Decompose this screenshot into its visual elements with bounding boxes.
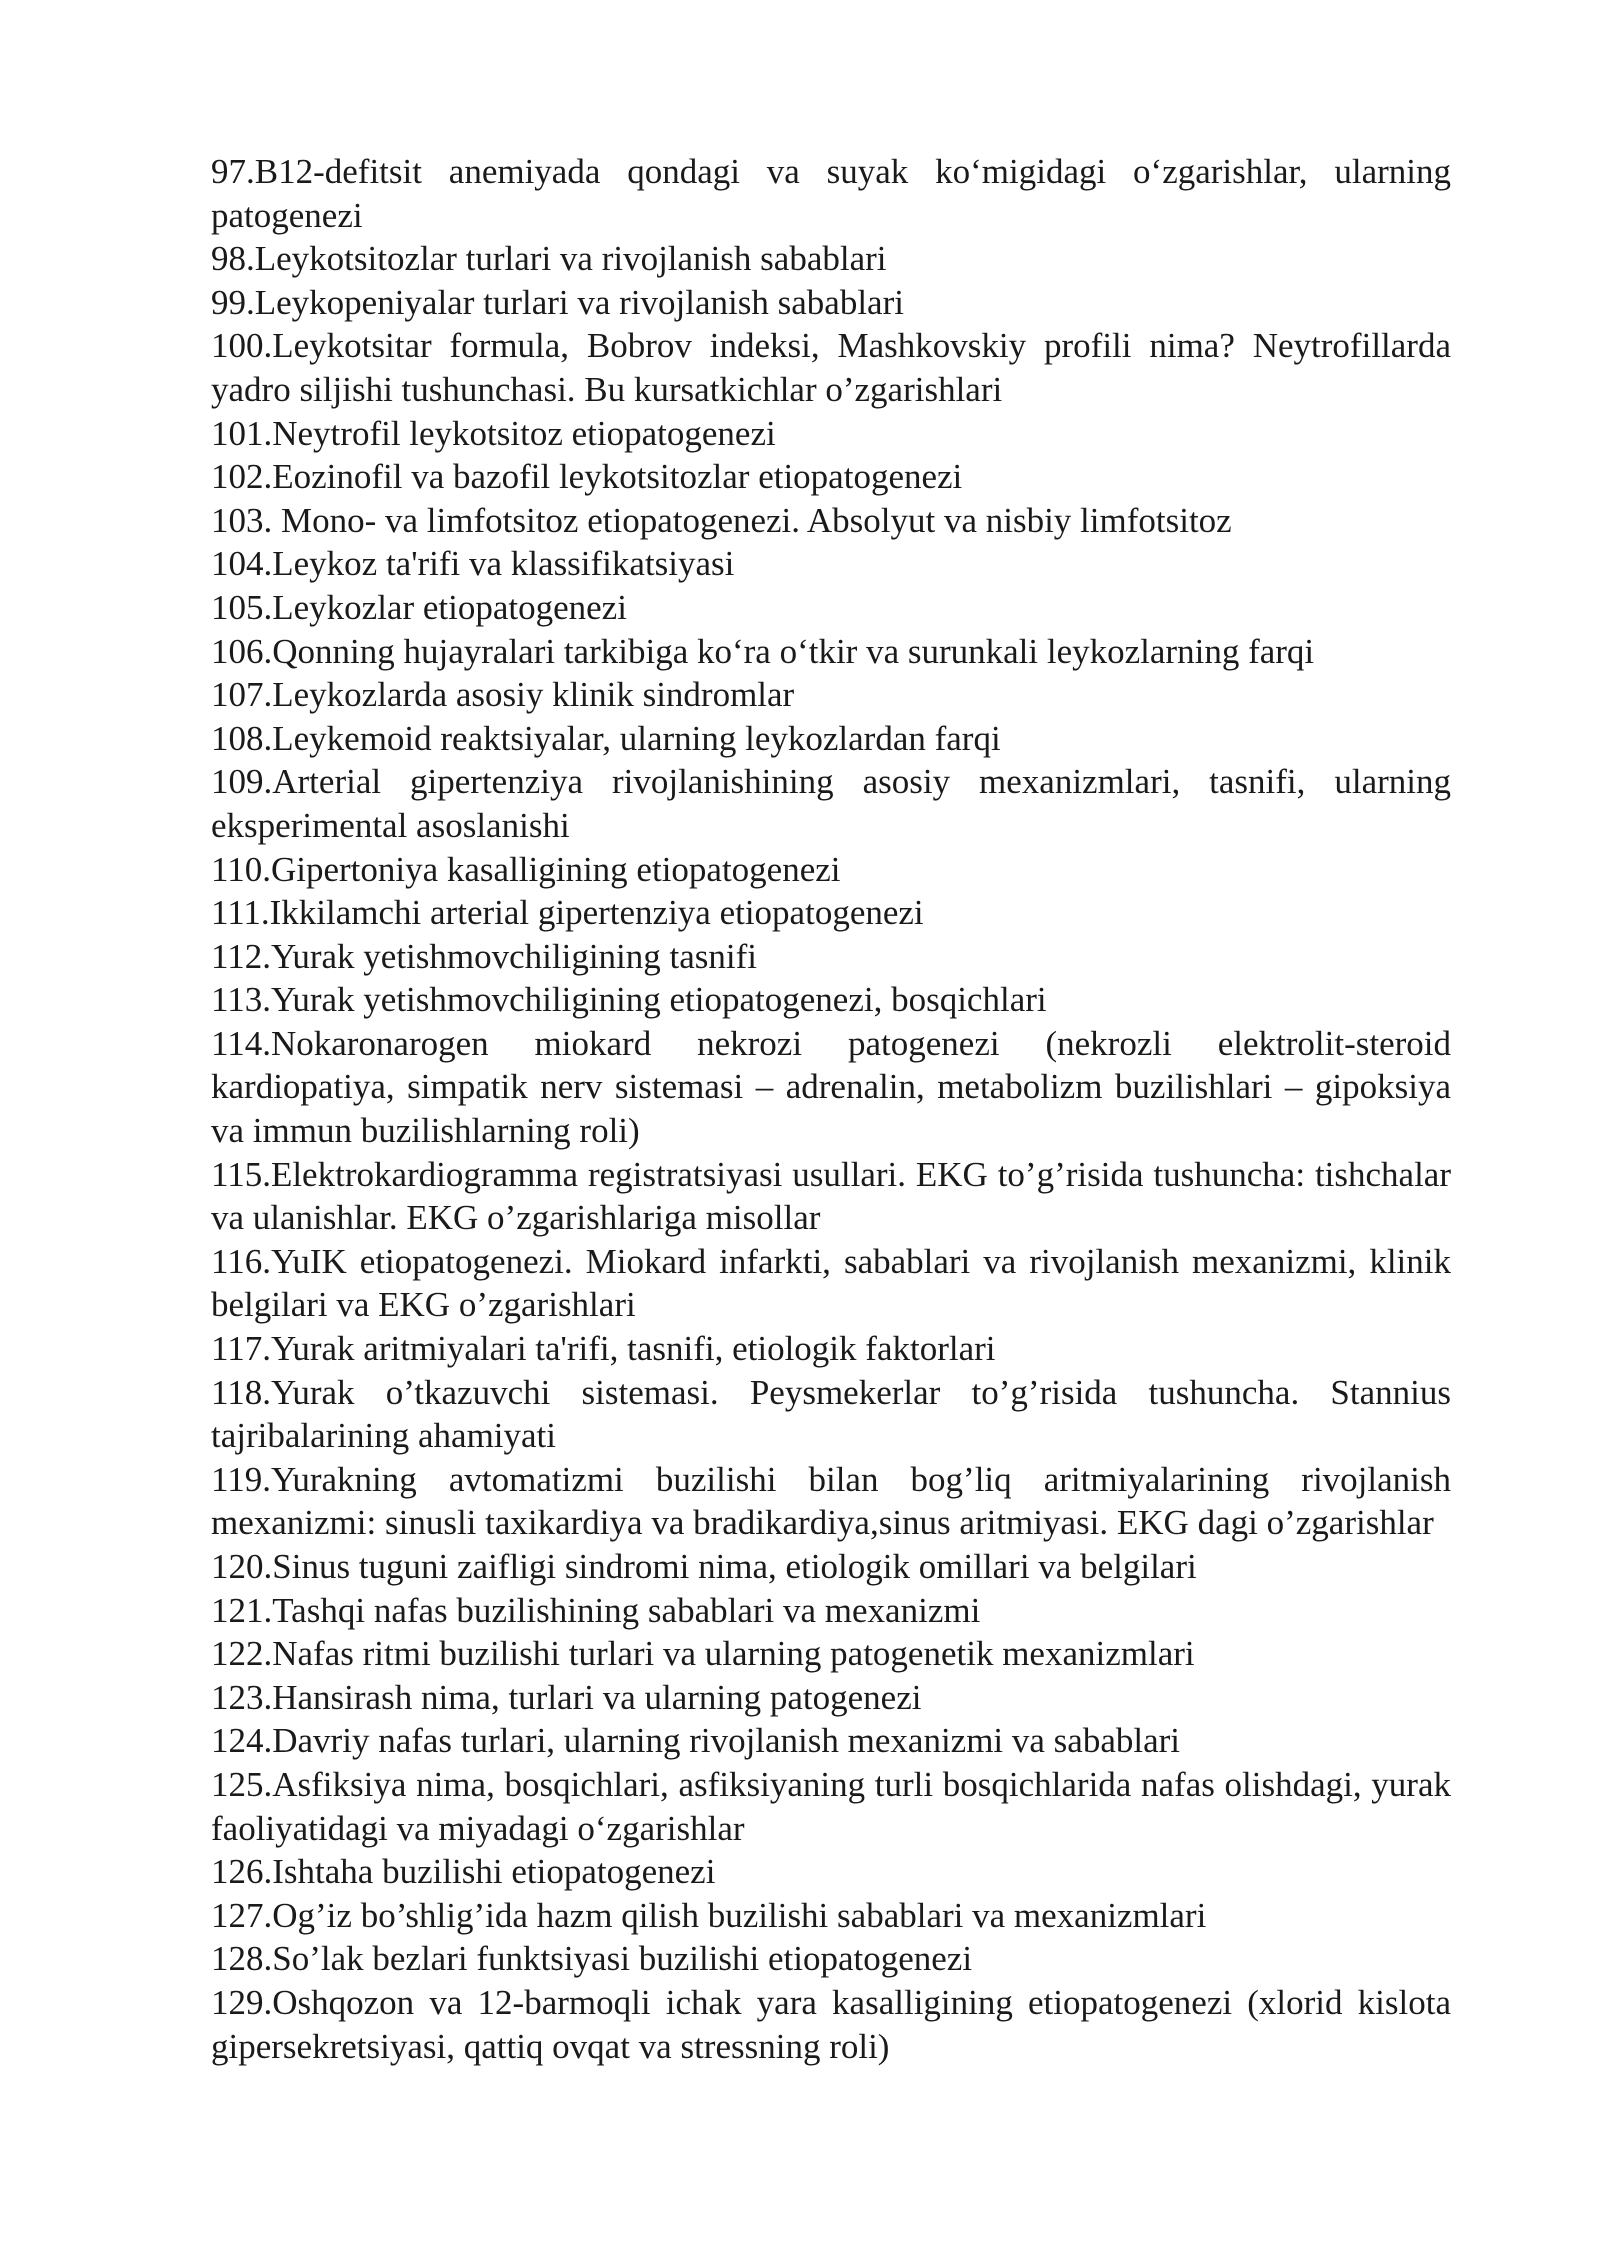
question-127: 127.Og’iz bo’shlig’ida hazm qilish buzilishi sabablari va mexanizmlari bbox=[211, 1895, 1207, 1935]
question-106: 106.Qonning hujayralari tarkibiga ko‘ra o‘tkir va surunkali leykozlarning farqi bbox=[211, 631, 1315, 671]
question-116: 116.YuIK etiopatogenezi. Miokard infarkti, sabablari va rivojlanish mexanizmi, klinik belgilari va EKG o’zgarishlari bbox=[211, 1241, 1451, 1325]
question-102: 102.Eozinofil va bazofil leykotsitozlar etiopatogenezi bbox=[211, 457, 963, 497]
question-114: 114.Nokaronarogen miokard nekrozi patogenezi (nekrozli elektrolit-steroid kardiopatiya, simpatik nerv sistemasi – adrenalin, metabolizm buzilishlari – gipoksiya va immun buzilishlarning roli) bbox=[211, 1023, 1451, 1151]
question-109: 109.Arterial gipertenziya rivojlanishining asosiy mexanizmlari, tasnifi, ularning eksperimental asoslanishi bbox=[211, 762, 1451, 845]
question-103: 103. Mono- va limfotsitoz etiopatogenezi. Absolyut va nisbiy limfotsitoz bbox=[211, 500, 1232, 540]
question-97: 97.B12-defitsit anemiyada qondagi va suyak ko‘migidagi o‘zgarishlar, ularning patogenezi bbox=[211, 152, 1451, 235]
question-105: 105.Leykozlar etiopatogenezi bbox=[211, 587, 627, 627]
question-124: 124.Davriy nafas turlari, ularning rivojlanish mexanizmi va sabablari bbox=[211, 1721, 1181, 1761]
question-107: 107.Leykozlarda asosiy klinik sindromlar bbox=[211, 675, 795, 715]
question-100: 100.Leykotsitar formula, Bobrov indeksi, Mashkovskiy profili nima? Neytrofillarda yadro siljishi tushunchasi. Bu kursatkichlar o’zgarishlari bbox=[211, 326, 1451, 409]
question-list bbox=[211, 150, 1451, 2068]
question-104: 104.Leykoz ta'rifi va klassifikatsiyasi bbox=[211, 544, 735, 584]
question-128: 128.So’lak bezlari funktsiyasi buzilishi etiopatogenezi bbox=[211, 1939, 973, 1979]
question-129: 129.Oshqozon va 12-barmoqli ichak yara kasalligining etiopatogenezi (xlorid kislota gipersekretsiyasi, qattiq ovqat va stressning roli) bbox=[211, 1982, 1451, 2066]
question-108: 108.Leykemoid reaktsiyalar, ularning leykozlardan farqi bbox=[211, 718, 1001, 758]
question-122: 122.Nafas ritmi buzilishi turlari va ularning patogenetik mexanizmlari bbox=[211, 1634, 1195, 1674]
question-126: 126.Ishtaha buzilishi etiopatogenezi bbox=[211, 1852, 716, 1892]
question-110: 110.Gipertoniya kasalligining etiopatogenezi bbox=[211, 849, 841, 889]
question-113: 113.Yurak yetishmovchiligining etiopatogenezi, bosqichlari bbox=[211, 980, 1047, 1020]
question-99: 99.Leykopeniyalar turlari va rivojlanish sabablari bbox=[211, 282, 904, 322]
question-120: 120.Sinus tuguni zaifligi sindromi nima, etiologik omillari va belgilari bbox=[211, 1547, 1197, 1586]
question-101: 101.Neytrofil leykotsitoz etiopatogenezi bbox=[211, 413, 776, 453]
question-117: 117.Yurak aritmiyalari ta'rifi, tasnifi, etiologik faktorlari bbox=[211, 1329, 996, 1369]
question-112: 112.Yurak yetishmovchiligining tasnifi bbox=[211, 936, 758, 976]
question-111: 111.Ikkilamchi arterial gipertenziya etiopatogenezi bbox=[211, 893, 924, 933]
question-98: 98.Leykotsitozlar turlari va rivojlanish sabablari bbox=[211, 239, 887, 279]
question-119: 119.Yurakning avtomatizmi buzilishi bilan bog’liq aritmiyalarining rivojlanish mexanizmi: sinusli taxikardiya va bradikardiya,sinus aritmiyasi. EKG dagi o’zgarishlar bbox=[211, 1459, 1451, 1543]
question-121: 121.Tashqi nafas buzilishining sabablari va mexanizmi bbox=[211, 1590, 981, 1630]
question-115: 115.Elektrokardiogramma registratsiyasi usullari. EKG to’g’risida tushuncha: tishchalar va ulanishlar. EKG o’zgarishlariga misollar bbox=[211, 1154, 1451, 1238]
question-125: 125.Asfiksiya nima, bosqichlari, asfiksiyaning turli bosqichlarida nafas olishdagi, yurak faoliyatidagi va miyadagi o‘zgarishlar bbox=[211, 1764, 1451, 1848]
question-118: 118.Yurak o’tkazuvchi sistemasi. Peysmekerlar to’g’risida tushuncha. Stannius tajribalarining ahamiyati bbox=[211, 1372, 1451, 1456]
question-123: 123.Hansirash nima, turlari va ularning patogenezi bbox=[211, 1677, 922, 1717]
